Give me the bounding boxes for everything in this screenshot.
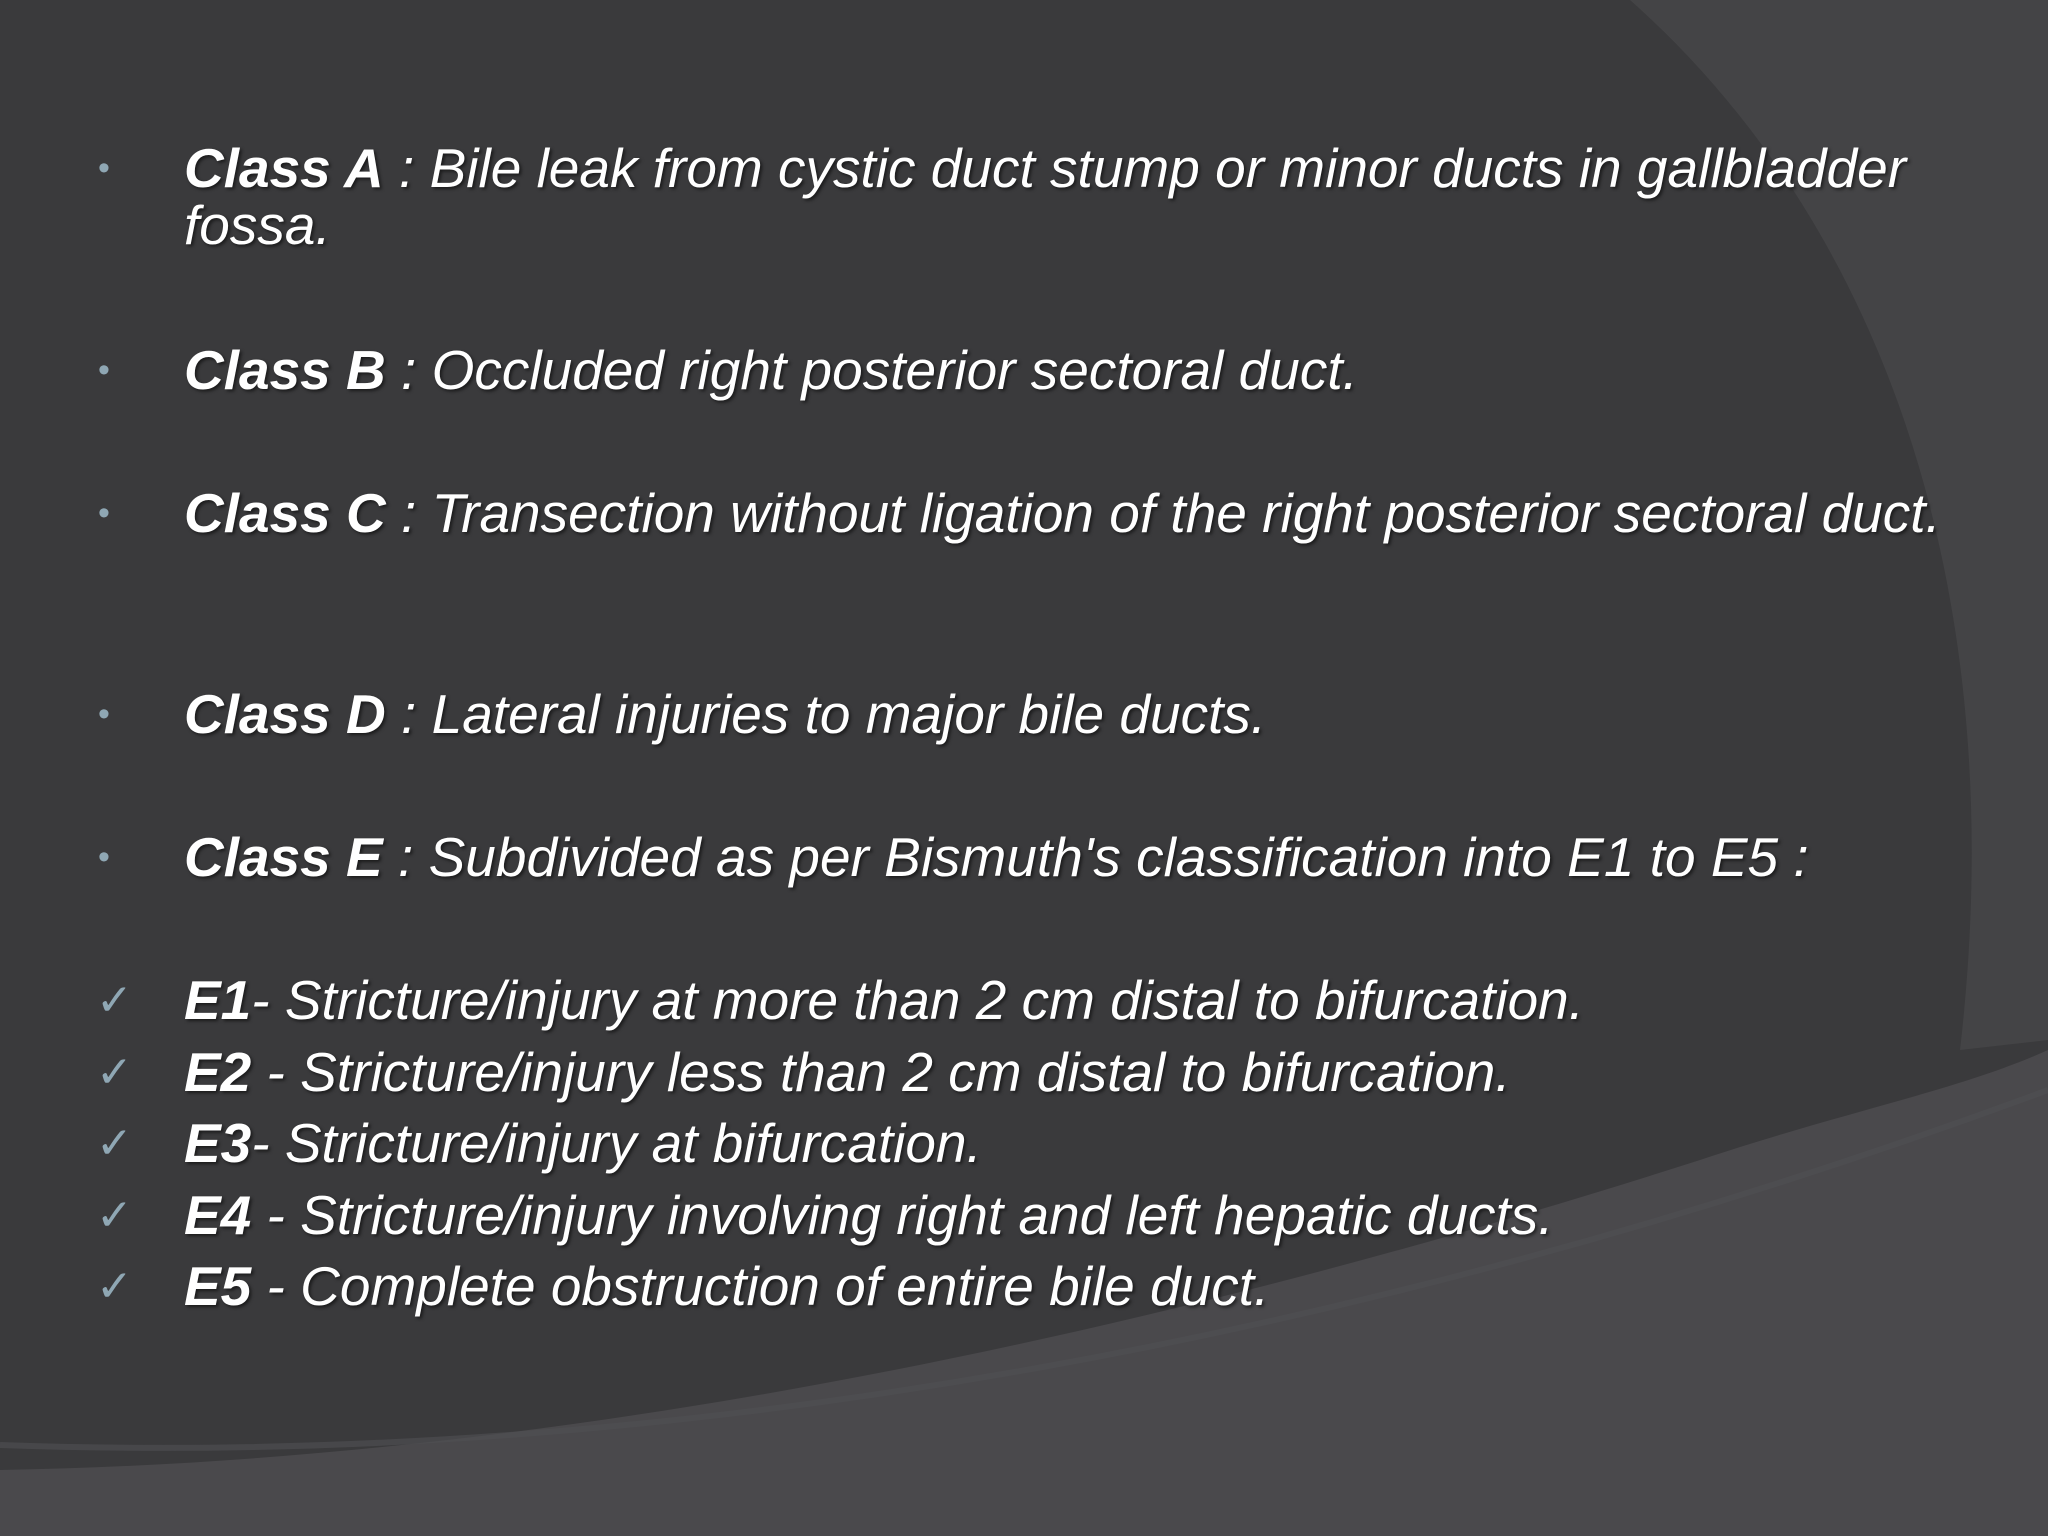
bullet-icon: • <box>98 695 110 733</box>
class-c-label: Class C <box>184 482 386 544</box>
checkmark-icon: ✓ <box>96 1048 133 1097</box>
class-b-label: Class B <box>184 339 386 401</box>
class-e-description: : Subdivided as per Bismuth's classification into E1 to E5 : <box>382 826 1809 888</box>
class-c-text <box>184 482 2044 544</box>
e4-label: E4 <box>184 1184 252 1246</box>
class-b-text <box>184 339 2044 401</box>
bullet-icon: • <box>98 494 110 532</box>
class-d-label: Class D <box>184 683 386 745</box>
e4-text <box>184 1184 2044 1246</box>
e5-description: - Complete obstruction of entire bile duct. <box>251 1255 1270 1317</box>
e5-label: E5 <box>184 1255 252 1317</box>
bullet-icon: • <box>98 838 110 876</box>
class-e-text <box>184 826 2044 888</box>
checkmark-icon: ✓ <box>96 1119 133 1168</box>
checkmark-icon: ✓ <box>96 1191 133 1240</box>
e2-text <box>184 1041 2044 1103</box>
class-a-label: Class A <box>184 137 384 199</box>
e5-text <box>184 1255 2044 1317</box>
class-a-text <box>184 137 2044 256</box>
e3-label: E3 <box>184 1112 252 1174</box>
class-a-description: : Bile leak from cystic duct stump or minor ducts in gallbladder fossa. <box>184 137 1907 256</box>
bullet-icon: • <box>98 149 110 187</box>
e1-text <box>184 969 2044 1031</box>
e2-label: E2 <box>184 1041 252 1103</box>
e1-description: - Stricture/injury at more than 2 cm distal to bifurcation. <box>251 969 1585 1031</box>
e3-description: - Stricture/injury at bifurcation. <box>251 1112 982 1174</box>
bullet-icon: • <box>98 351 110 389</box>
checkmark-icon: ✓ <box>96 1262 133 1311</box>
class-c-description: : Transection without ligation of the right posterior sectoral duct. <box>385 482 1941 544</box>
e1-label: E1 <box>184 969 252 1031</box>
class-b-description: : Occluded right posterior sectoral duct. <box>385 339 1358 401</box>
e3-text <box>184 1112 2044 1174</box>
class-e-label: Class E <box>184 826 383 888</box>
class-d-description: : Lateral injuries to major bile ducts. <box>385 683 1267 745</box>
class-d-text <box>184 683 2044 745</box>
checkmark-icon: ✓ <box>96 976 133 1025</box>
e2-description: - Stricture/injury less than 2 cm distal to bifurcation. <box>251 1041 1511 1103</box>
e4-description: - Stricture/injury involving right and left hepatic ducts. <box>251 1184 1554 1246</box>
